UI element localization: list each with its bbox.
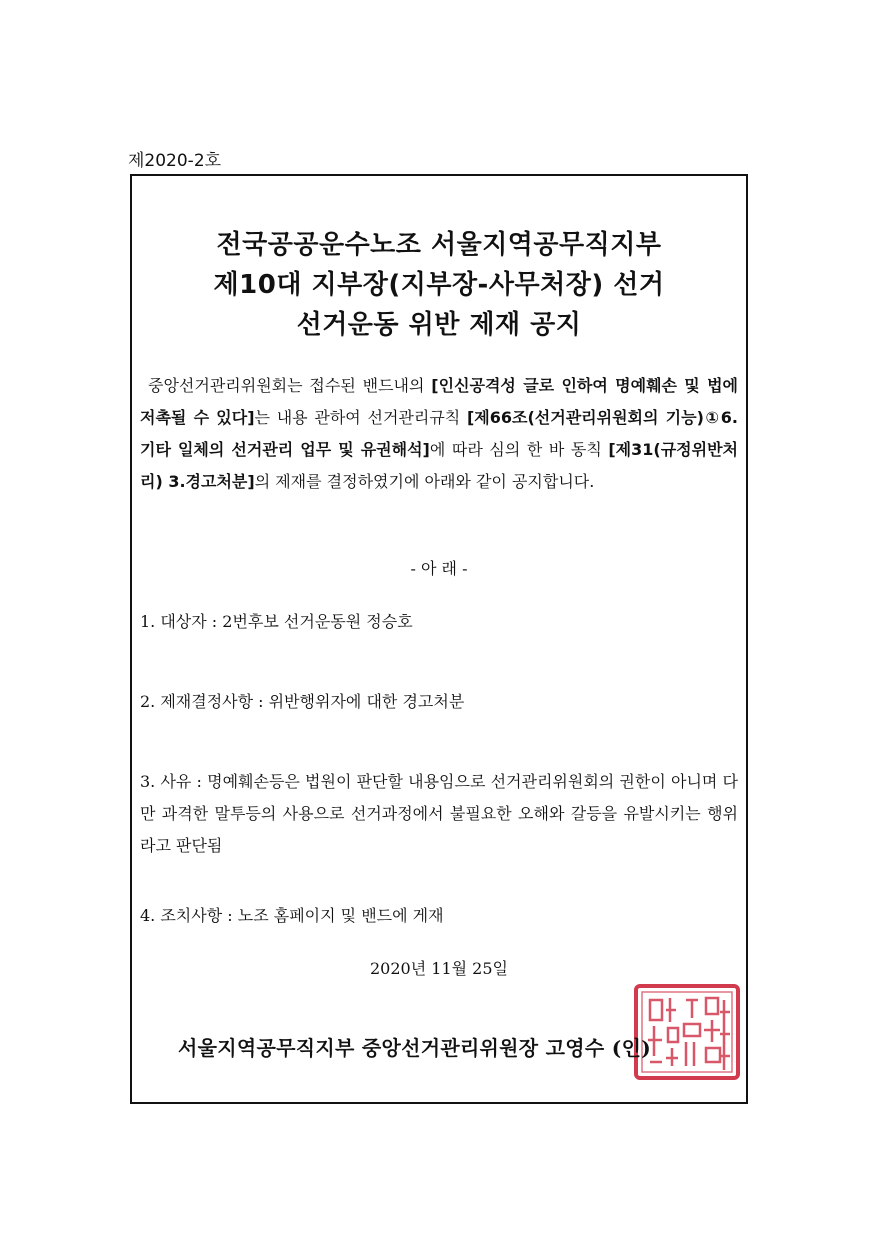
section-heading: - 아 래 -: [410, 559, 468, 578]
document-number: 제2020-2호: [128, 151, 222, 171]
notice-frame: [130, 174, 748, 1104]
date: 2020년 11월 25일: [370, 959, 508, 978]
intro-paragraph: [140, 370, 738, 498]
intro-bold-1: [인신공격성 글로 인하여 명예훼손 및 법에 저촉될 수 있다]: [140, 376, 739, 427]
intro-text-4: 의 제재를 결정하였기에 아래와 같이 공지합니다.: [254, 472, 595, 491]
intro-bold-3: [제31(규정위반처리) 3.경고처분]: [140, 440, 738, 491]
item-decision: 2. 제재결정사항 : 위반행위자에 대한 경고처분: [140, 692, 465, 711]
item-target: 1. 대상자 : 2번후보 선거운동원 정승호: [140, 612, 413, 631]
intro-text-3: 에 따라 심의 한 바 동칙: [429, 440, 609, 459]
intro-text-1: 중앙선거관리위원회는 접수된 밴드내의: [148, 376, 432, 395]
intro-text-2: 는 내용 관하여 선거관리규칙: [254, 408, 467, 427]
item-reason: 3. 사유 : 명예훼손등은 법원이 판단할 내용임으로 선거관리위원회의 권한이 아니며 다만 과격한 말투등의 사용으로 선거과정에서 불필요한 오해와 갈등을 유발시키는 행위라고 판단됨: [140, 772, 738, 855]
intro-bold-2: [제66조(선거관리위원회의 기능)①6.기타 일체의 선거관리 업무 및 유권해석]: [140, 408, 738, 459]
title-line-1: 전국공공운수노조 서울지역공무직지부: [216, 230, 662, 260]
title-line-3: 선거운동 위반 제재 공지: [296, 310, 582, 340]
title-line-2: 제10대 지부장(지부장-사무처장) 선거: [213, 270, 665, 300]
signature-line: 서울지역공무직지부 중앙선거관리위원장 고영수 (인): [178, 1036, 651, 1060]
item-action: 4. 조치사항 : 노조 홈페이지 및 밴드에 게재: [140, 906, 444, 925]
